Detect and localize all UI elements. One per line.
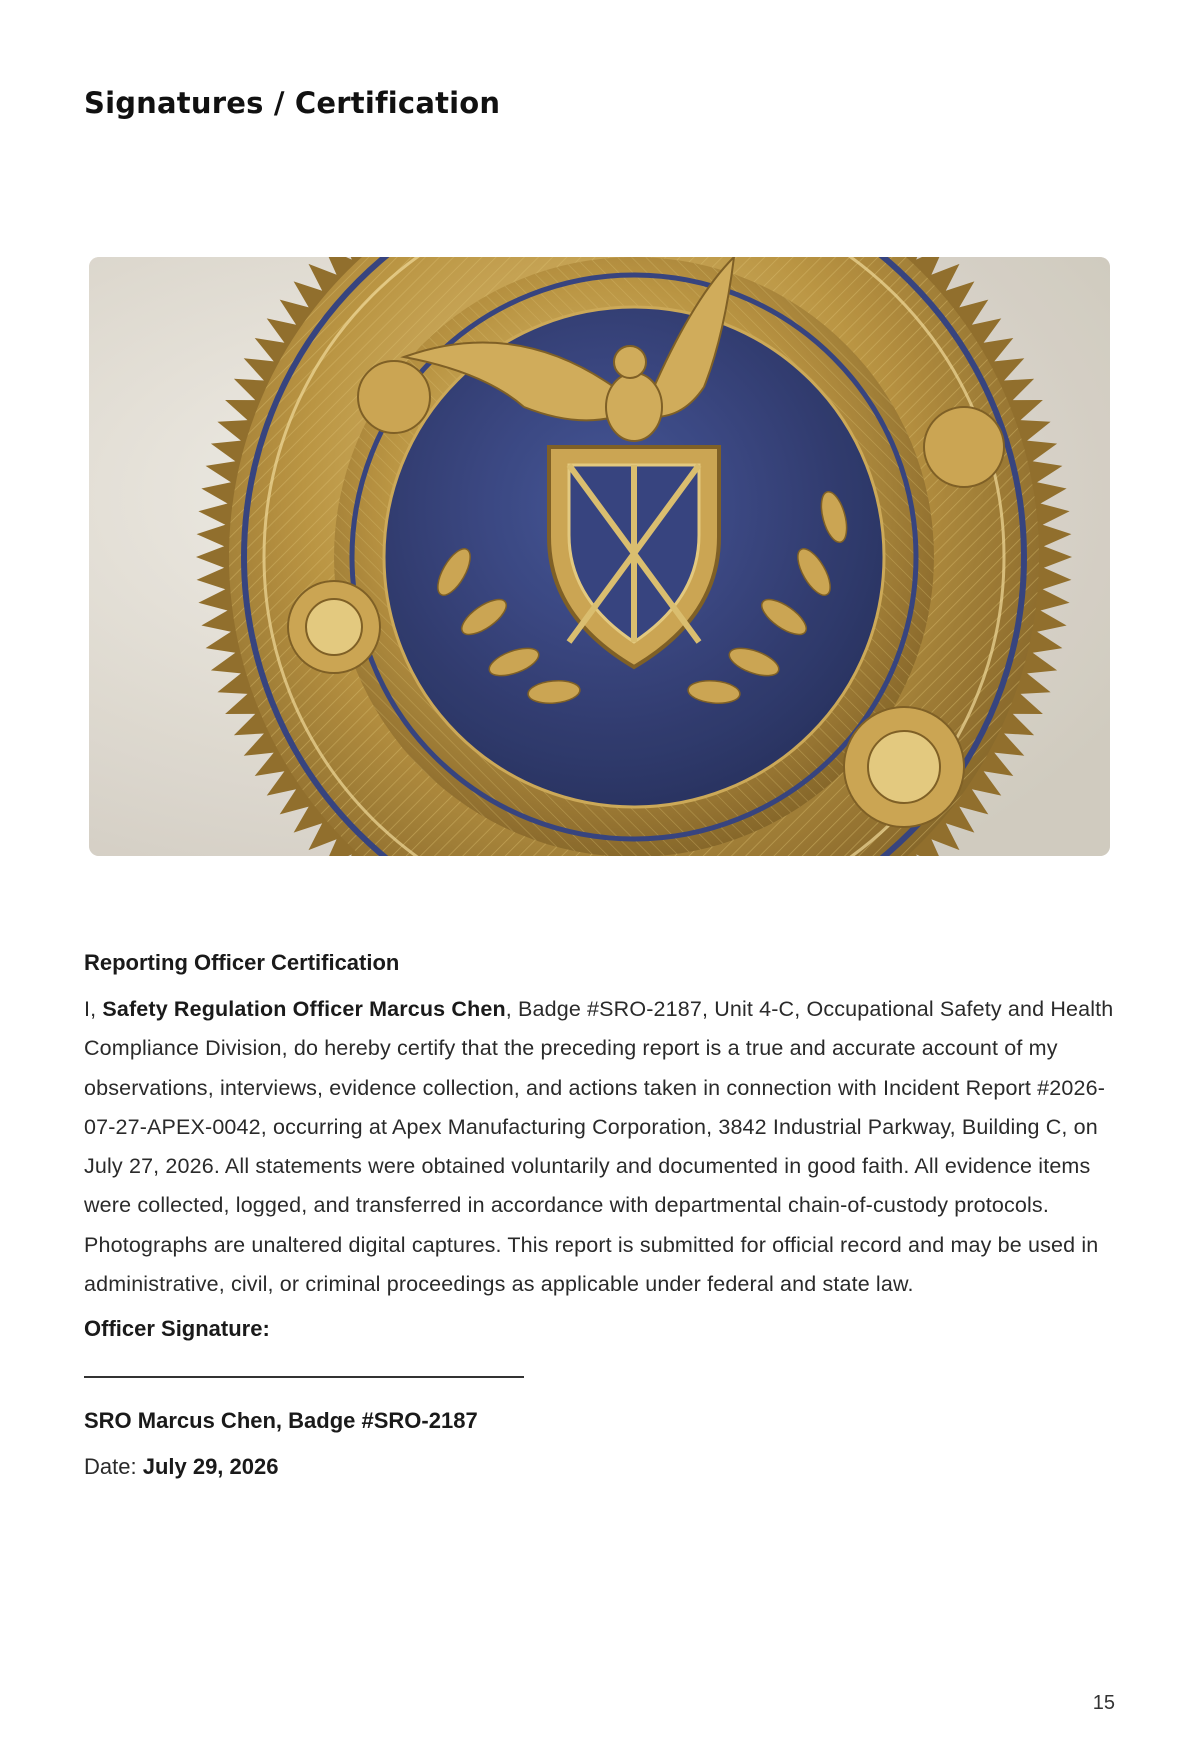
certification-statement bbox=[84, 990, 1114, 1304]
officer-name: Safety Regulation Officer Marcus Chen bbox=[102, 997, 506, 1021]
signature-label: Officer Signature: bbox=[84, 1316, 270, 1342]
section-heading: Reporting Officer Certification bbox=[84, 950, 400, 975]
date-value: July 29, 2026 bbox=[142, 1454, 279, 1480]
certification-section bbox=[84, 950, 1114, 1480]
signature-date bbox=[84, 1454, 1114, 1480]
signer-name: SRO Marcus Chen, Badge #SRO-2187 bbox=[84, 1408, 478, 1434]
seal-icon bbox=[89, 257, 1110, 856]
embossed-seal-image bbox=[89, 257, 1110, 856]
signature-line bbox=[84, 1376, 524, 1378]
statement-intro: I, bbox=[84, 997, 103, 1021]
page-number: 15 bbox=[1092, 1692, 1115, 1714]
date-label: Date: bbox=[84, 1454, 143, 1480]
statement-body: , Badge #SRO-2187, Unit 4-C, Occupational Safety and Health Compliance Division, do hereby certify that the preceding report is a true and accurate account of my observations, interviews, evidence collection, and actions taken in connection with Incident Report #2026-07-27-APEX-0042, occurring at Apex Manufacturing Corporation, 3842 Industrial Parkway, Building C, on July 27, 2026. All statements were obtained voluntarily and documented in good faith. All evidence items were collected, logged, and transferred in accordance with departmental chain-of-custody protocols. Photographs are unaltered digital captures. This report is submitted for official record and may be used in administrative, civil, or criminal proceedings as applicable under federal and state law. bbox=[84, 997, 1114, 1297]
page-title: Signatures / Certification bbox=[84, 86, 501, 120]
